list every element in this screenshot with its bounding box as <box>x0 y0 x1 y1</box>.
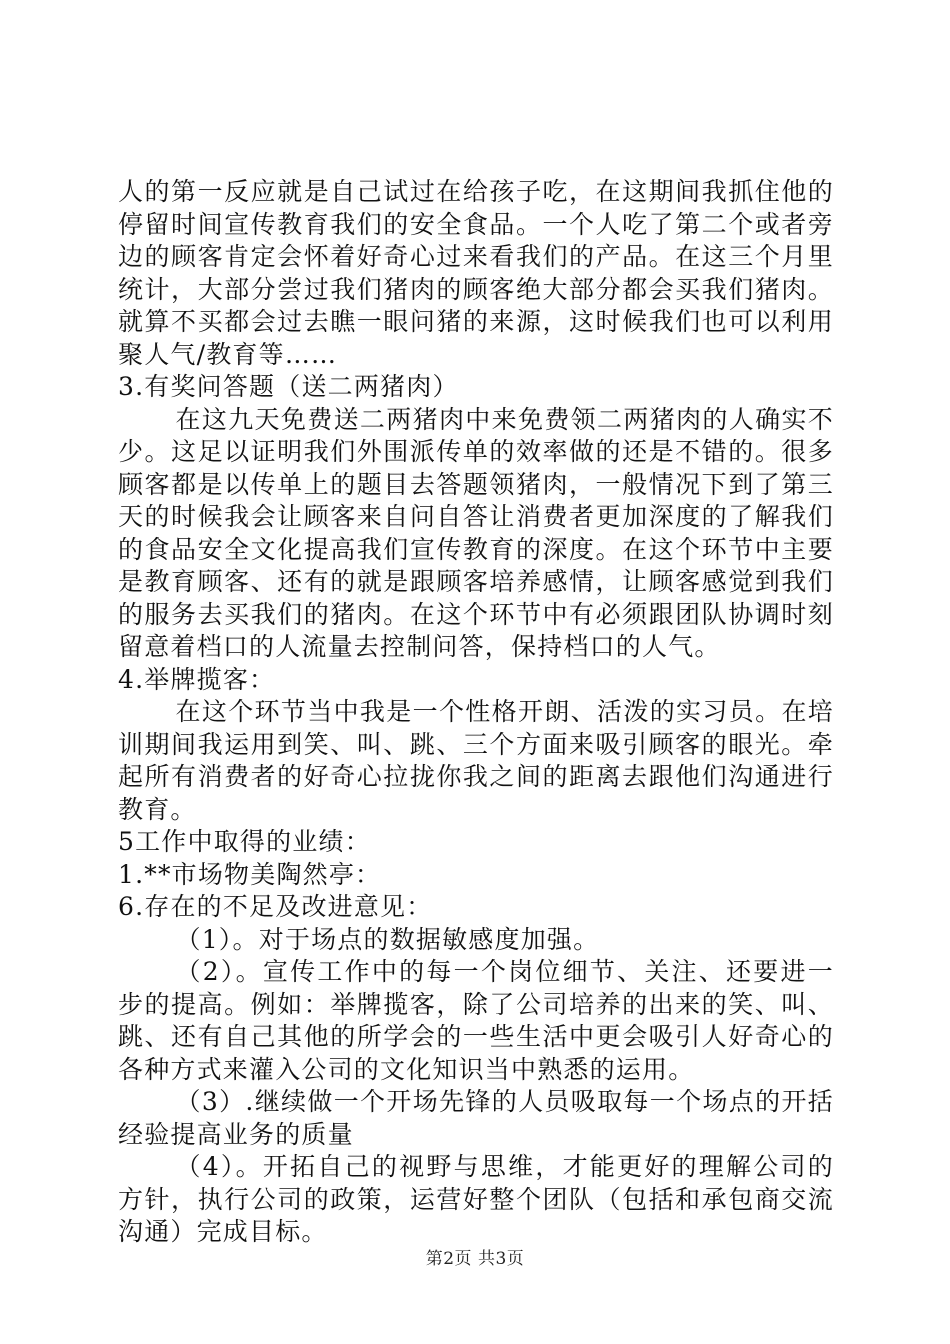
section-heading-results: 5工作中取得的业绩： <box>118 827 371 856</box>
paragraph-sign: 在这个环节当中我是一个性格开朗、活泼的实习员。在培训期间我运用到笑、叫、跳、三个方面来吸引顾客的眼光。牵起所有消费者的好奇心拉拢你我之间的距离去跟他们沟通进行教育。 <box>118 697 834 824</box>
improvement-item-3: （3）.继续做一个开场先锋的人员吸取每一个场点的开括经验提高业务的质量 <box>118 1087 834 1149</box>
improvement-item-4: （4）。开拓自己的视野与思维，才能更好的理解公司的方针，执行公司的政策，运营好整个团队（包括和承包商交流沟通）完成目标。 <box>118 1152 834 1246</box>
improvement-item-2: （2）。宣传工作中的每一个岗位细节、关注、还要进一步的提高。例如：举牌揽客，除了公司培养的出来的笑、叫、跳、还有自己其他的所学会的一些生活中更会吸引人好奇心的各种方式来灌入公司的文化知识当中熟悉的运用。 <box>118 957 834 1084</box>
section-heading-quiz: 3.有奖问答题（送二两猪肉） <box>118 372 459 401</box>
document-body <box>118 176 834 1249</box>
paragraph-quiz: 在这九天免费送二两猪肉中来免费领二两猪肉的人确实不少。这足以证明我们外围派传单的效率做的还是不错的。很多顾客都是以传单上的题目去答题领猪肉，一般情况下到了第三天的时候我会让顾客来自问自答让消费者更加深度的了解我们的食品安全文化提高我们宣传教育的深度。在这个环节中主要是教育顾客、还有的就是跟顾客培养感情，让顾客感觉到我们的服务去买我们的猪肉。在这个环节中有必须跟团队协调时刻留意着档口的人流量去控制问答，保持档口的人气。 <box>118 404 834 661</box>
paragraph-continued: 人的第一反应就是自己试过在给孩子吃，在这期间我抓住他的停留时间宣传教育我们的安全食品。一个人吃了第二个或者旁边的顾客肯定会怀着好奇心过来看我们的产品。在这三个月里统计，大部分尝过我们猪肉的顾客绝大部分都会买我们猪肉。就算不买都会过去瞧一眼问猪的来源，这时候我们也可以利用聚人气/教育等…… <box>118 177 834 369</box>
page-footer: 第2页 共3页 <box>425 1249 525 1269</box>
results-item: 1.**市场物美陶然亭： <box>118 859 382 889</box>
improvement-item-1: （1）。对于场点的数据敏感度加强。 <box>175 924 600 954</box>
section-heading-improvements: 6.存在的不足及改进意见： <box>118 892 433 921</box>
section-heading-sign: 4.举牌揽客： <box>118 664 276 694</box>
